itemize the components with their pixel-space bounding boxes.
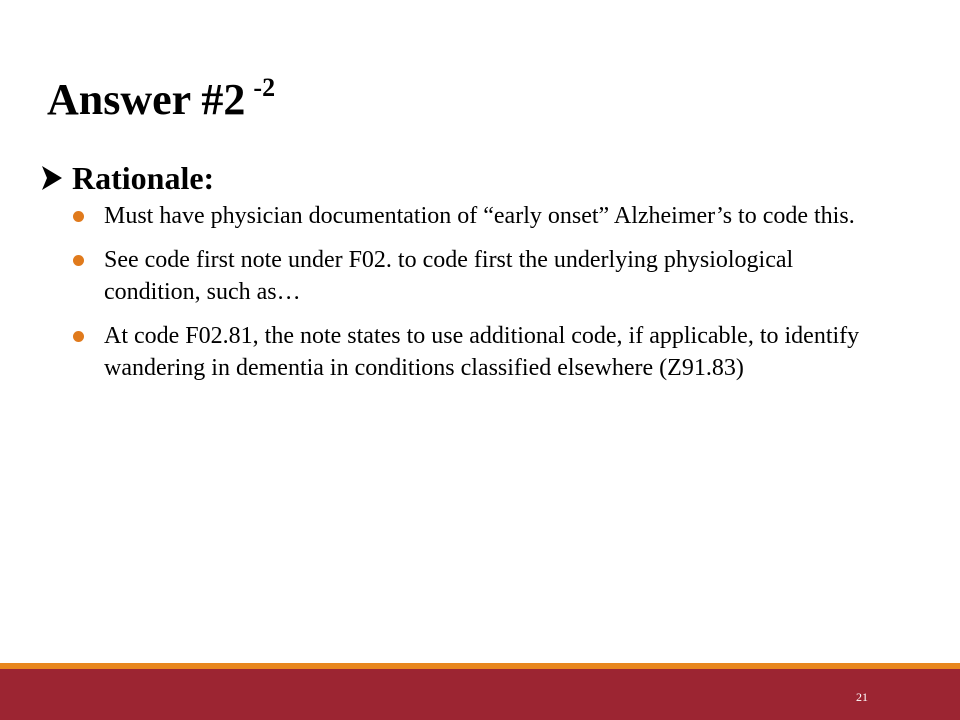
footer-bar xyxy=(0,669,960,720)
list-item xyxy=(73,320,873,384)
page-number: 21 xyxy=(856,690,868,704)
slide-title-text: Answer #2 xyxy=(47,75,246,124)
bullet-text: At code F02.81, the note states to use additional code, if applicable, to identify wandering in dementia in conditions classified elsewhere (Z91.83) xyxy=(104,323,860,381)
bullet-list xyxy=(73,200,873,396)
bullet-dot-icon xyxy=(73,331,84,342)
slide-title xyxy=(47,72,275,134)
section-label: Rationale: xyxy=(72,160,215,196)
section-heading xyxy=(38,158,214,198)
arrow-right-icon xyxy=(38,162,66,194)
bullet-text: See code first note under F02. to code first the underlying physiological condition, such as… xyxy=(104,247,794,305)
slide-title-superscript: -2 xyxy=(253,73,276,102)
list-item xyxy=(73,200,873,232)
list-item xyxy=(73,244,873,308)
bullet-dot-icon xyxy=(73,255,84,266)
bullet-dot-icon xyxy=(73,211,84,222)
bullet-text: Must have physician documentation of “early onset” Alzheimer’s to code this. xyxy=(104,203,855,229)
